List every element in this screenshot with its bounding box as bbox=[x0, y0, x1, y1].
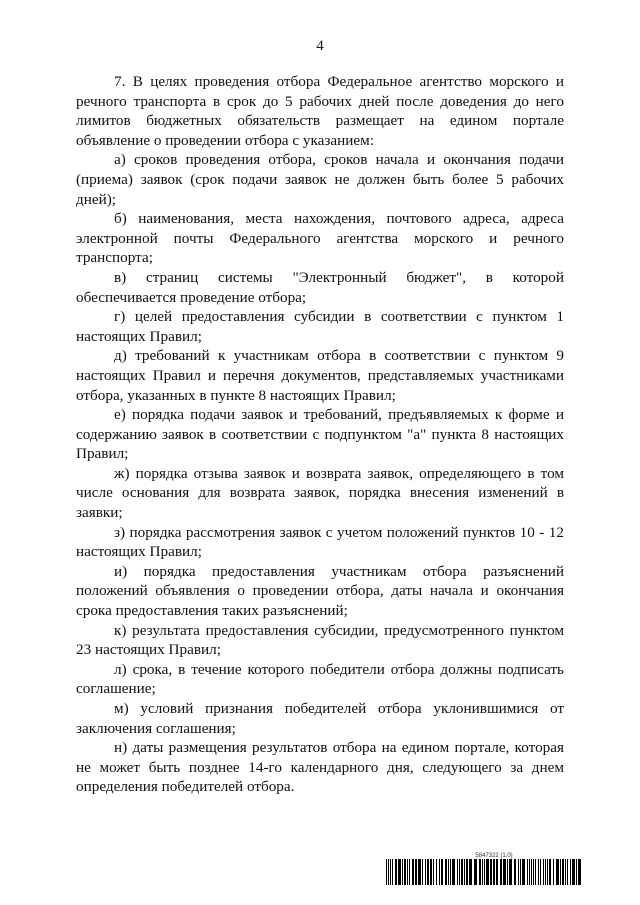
item-d: д) требований к участникам отбора в соответствии с пунктом 9 настоящих Правил и перечня документов, представляемых участниками отбора, указанных в пункте 8 настоящих Правил; bbox=[76, 347, 564, 404]
item-zh: ж) порядка отзыва заявок и возврата заявок, определяющего в том числе основания для возврата заявок, порядка внесения изменений в заявки; bbox=[76, 464, 564, 522]
item-l: л) срока, в течение которого победители отбора должны подписать соглашение; bbox=[76, 660, 564, 698]
item-n: н) даты размещения результатов отбора на едином портале, которая не может быть позднее 14-го календарного дня, следующего за днем определения победителей отбора. bbox=[76, 739, 564, 796]
item-a: а) сроков проведения отбора, сроков начала и окончания подачи (приема) заявок (срок подачи заявок не должен быть более 5 рабочих дней); bbox=[76, 151, 564, 208]
item-z: з) порядка рассмотрения заявок с учетом положений пунктов 10 - 12 настоящих Правил; bbox=[76, 523, 564, 561]
page-number: 4 bbox=[316, 38, 324, 54]
document-body bbox=[76, 72, 564, 797]
item-e: е) порядка подачи заявок и требований, предъявляемых к форме и содержанию заявок в соответствии с подпунктом "а" пункта 8 настоящих Правил; bbox=[76, 406, 564, 463]
item-k: к) результата предоставления субсидии, предусмотренного пунктом 23 настоящих Правил; bbox=[76, 621, 564, 659]
item-v: в) страниц системы "Электронный бюджет", в которой обеспечивается проведение отбора; bbox=[76, 268, 564, 306]
barcode-image bbox=[386, 859, 582, 885]
barcode-code: 5847322 (1.0) bbox=[475, 853, 513, 859]
item-m: м) условий признания победителей отбора уклонившимися от заключения соглашения; bbox=[76, 700, 564, 737]
paragraph-7: 7. В целях проведения отбора Федеральное агентство морского и речного транспорта в срок до 5 рабочих дней после доведения до него лимитов бюджетных обязательств размещает на едином портале объявление о проведении отбора с указанием: bbox=[76, 73, 564, 149]
item-b: б) наименования, места нахождения, почтового адреса, адреса электронной почты Федерального агентства морского и речного транспорта; bbox=[76, 210, 564, 267]
barcode-block bbox=[386, 853, 582, 885]
item-g: г) целей предоставления субсидии в соответствии с пунктом 1 настоящих Правил; bbox=[76, 308, 564, 345]
item-i: и) порядка предоставления участникам отбора разъяснений положений объявления о проведении отбора, даты начала и окончания срока предоставления таких разъяснений; bbox=[76, 562, 564, 620]
